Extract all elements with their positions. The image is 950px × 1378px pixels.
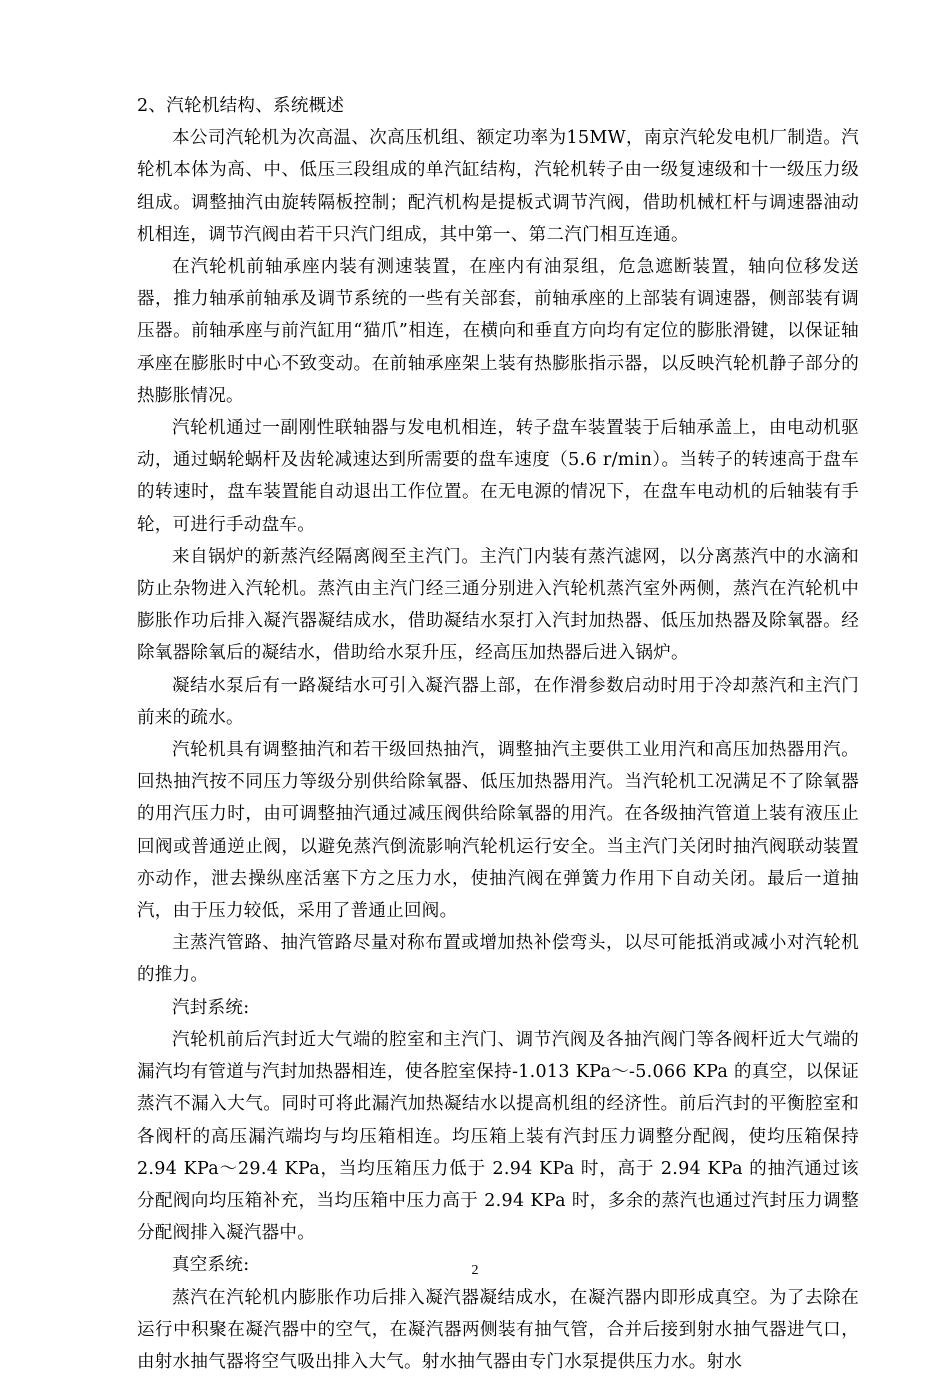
paragraph-front-bearing: 在汽轮机前轴承座内装有测速装置，在座内有油泵组，危急遮断装置，轴向位移发送器，推力轴承前轴承及调节系统的一些有关部套，前轴承座的上部装有调速器，侧部装有调压器。前轴承座与前汽缸用“猫爪”相连，在横向和垂直方向均有定位的膨胀滑键，以保证轴承座在膨胀时中心不致变动。在前轴承座架上装有热膨胀指示器，以反映汽轮机静子部分的热膨胀情况。 xyxy=(137,257,859,406)
paragraph-main-steam: 来自锅炉的新蒸汽经隔离阀至主汽门。主汽门内装有蒸汽滤网，以分离蒸汽中的水滴和防止杂物进入汽轮机。蒸汽由主汽门经三通分别进入汽轮机蒸汽室外两侧，蒸汽在汽轮机中膨胀作功后排入凝汽器凝结成水，借助凝结水泵打入汽封加热器、低压加热器及除氧器。经除氧器除氧后的凝结水，借助给水泵升压，经高压加热器后进入锅炉。 xyxy=(137,546,859,664)
paragraph-vacuum: 蒸汽在汽轮机内膨胀作功后排入凝汽器凝结成水，在凝汽器内即形成真空。为了去除在运行中积聚在凝汽器中的空气，在凝汽器两侧装有抽气管，合并后接到射水抽气器进气口，由射水抽气器将空气吸出排入大气。射水抽气器由专门水泵提供压力水。射水 xyxy=(137,1287,859,1372)
subheading-vacuum-system: 真空系统: xyxy=(172,1255,250,1276)
paragraph-gland-seal: 汽轮机前后汽封近大气端的腔室和主汽门、调节汽阀及各抽汽阀门等各阀杆近大气端的漏汽均有管道与汽封加热器相连，使各腔室保持-1.013 KPa～-5.066 KPa 的真空，以保证蒸汽不漏入大气。同时可将此漏汽加热凝结水以提高机组的经济性。前后汽封的平衡腔室和各阀杆的高压漏汽端均与均压箱相连。均压箱上装有汽封压力调整分配阀，使均压箱保持 2.94 KPa～29.4 KPa，当均压箱压力低于 2.94 KPa 时，高于 2.94 KPa 的抽汽通过该分配阀向均压箱补充，当均压箱中压力高于 2.94 KPa 时，多余的蒸汽也通过汽封压力调整分配阀排入凝汽器中。 xyxy=(137,1029,859,1244)
paragraph-condensate: 凝结水泵后有一路凝结水可引入凝汽器上部，在作滑参数启动时用于冷却蒸汽和主汽门前来的疏水。 xyxy=(137,675,859,728)
subheading-gland-seal-system: 汽封系统: xyxy=(172,997,250,1018)
paragraph-extraction: 汽轮机具有调整抽汽和若干级回热抽汽，调整抽汽主要供工业用汽和高压加热器用汽。回热抽汽按不同压力等级分别供给除氧器、低压加热器用汽。当汽轮机工况满足不了除氧器的用汽压力时，由可调整抽汽通过减压阀供给除氧器的用汽。在各级抽汽管道上装有液压止回阀或普通逆止阀，以避免蒸汽倒流影响汽轮机运行安全。当主汽门关闭时抽汽阀联动装置亦动作，泄去操纵座活塞下方之压力水，使抽汽阀在弹簧力作用下自动关闭。最后一道抽汽，由于压力较低，采用了普通止回阀。 xyxy=(137,740,859,922)
section-heading: 2、汽轮机结构、系统概述 xyxy=(137,96,345,116)
paragraph-coupling-turning-gear: 汽轮机通过一副刚性联轴器与发电机相连，转子盘车装置装于后轴承盖上，由电动机驱动，通过蜗轮蜗杆及齿轮减速达到所需要的盘车速度（5.6 r/min）。当转子的转速高于盘车的转速时，盘车装置能自动退出工作位置。在无电源的情况下，在盘车电动机的后轴装有手轮，可进行手动盘车。 xyxy=(137,418,859,535)
paragraph-turbine-overview: 本公司汽轮机为次高温、次高压机组、额定功率为15MW，南京汽轮发电机厂制造。汽轮机本体为高、中、低压三段组成的单汽缸结构，汽轮机转子由一级复速级和十一级压力级组成。调整抽汽由旋转隔板控制；配汽机构是提板式调节汽阀，借助机械杠杆与调速器油动机相连，调节汽阀由若干只汽门组成，其中第一、第二汽门相互连通。 xyxy=(137,128,859,245)
paragraph-piping: 主蒸汽管路、抽汽管路尽量对称布置或增加热补偿弯头，以尽可能抵消或减小对汽轮机的推力。 xyxy=(137,933,859,986)
page-number: 2 xyxy=(471,1263,479,1278)
document-body xyxy=(137,90,859,1378)
